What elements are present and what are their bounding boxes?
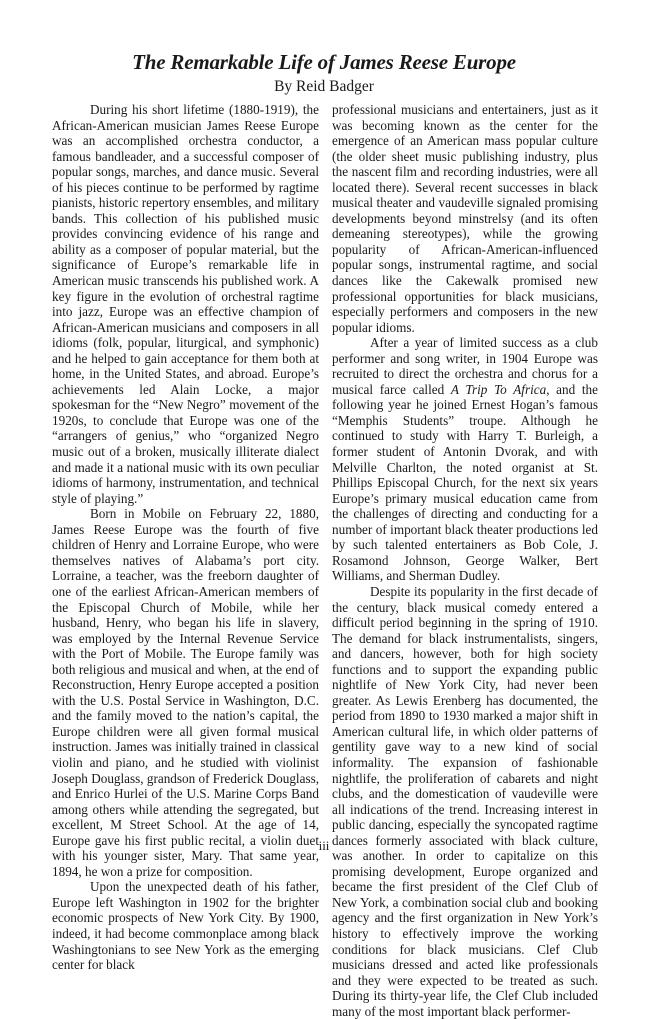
- text-span: After a year of limited success as a club performer and song writer, in 1904 Europe was recruited to direct the orchestra and chorus for a musical farce called: [332, 335, 598, 397]
- page-number: iii: [318, 838, 330, 853]
- text-span: , and the following year he joined Ernest Hogan’s famous “Memphis Students” troupe. Although he continued to study with Harry T. Burleigh, a former student of Antonin Dvorak, and with Melville Charlton, the noted organist at St. Phillips Episcopal Church, for the next six years Europe’s primary musical education came from the challenges of directing and conducting for a number of important black theater productions led by such talented entertainers as Bob Cole, J. Rosamond Johnson, George Walker, Bert Williams, and Sherman Dudley.: [332, 381, 598, 584]
- paragraph-move-to-new-york: Upon the unexpected death of his father, Europe left Washington in 1902 for the brighter economic prospects of New York City. By 1900, indeed, it had become commonplace among black Washingtonians to see New York as the emerging center for black: [52, 879, 319, 973]
- paragraph-clef-club: Despite its popularity in the first decade of the century, black musical comedy entered a difficult period beginning in the spring of 1910. The demand for black instrumentalists, singers, and dancers, however, both for high society functions and to support the expanding public nightlife of New York City, had never been greater. As Lewis Erenberg has documented, the period from 1890 to 1930 marked a major shift in American cultural life, in which older patterns of gentility gave way to a new kind of social informality. The expansion of fashionable nightlife, the proliferation of cabarets and night clubs, and the domestication of vaudeville were all indications of the trend. Increasing interest in public dancing, especially the syncopated ragtime dances formerly associated with black culture, was another. In order to capitalize on this promising development, Europe organized and became the first president of the Clef Club of New York, a combination social club and booking agency and the first organization in New York’s history to effectively improve the working conditions for black musicians. Clef Club musicians dressed and acted like professionals and they were expected to be treated as such. During its thirty-year life, the Clef Club included many of the most important black performer-: [332, 583, 598, 1019]
- paragraph-intro: During his short lifetime (1880-1919), the African-American musician James Reese Europe was an accomplished orchestra conductor, a famous bandleader, and a successful composer of popular songs, marches, and dance music. Several of his pieces continue to be performed by ragtime pianists, historic repertory ensembles, and military bands. This collection of his published music provides convincing evidence of his range and ability as a composer of popular material, but the significance of Europe’s remarkable life in American music transcends his published work. A key figure in the evolution of orchestral ragtime into jazz, Europe was an effective champion of African-American musicians and composers in all idioms (folk, popular, liturgical, and symphonic) and he helped to gain acceptance for them both at home, in the United States, and abroad. Europe’s achievements led Alain Locke, a major spokesman for the “New Negro” movement of the 1920s, to conclude that Europe was one of the “arrangers of genius,” who “organized Negro music out of a broken, musically illiterate dialect and made it a national music with its own peculiar idioms of harmony, instrumentation, and technical style of playing.”: [52, 102, 319, 506]
- article-title: The Remarkable Life of James Reese Europe: [132, 50, 516, 74]
- author-byline: By Reid Badger: [274, 78, 374, 95]
- right-column: [332, 102, 598, 1019]
- paragraph-continued: professional musicians and entertainers, just as it was becoming known as the center for the emergence of an American mass popular culture (the older sheet music publishing industry, plus the nascent film and recording industries, were all located there). Several recent successes in black musical theater and vaudeville signaled promising developments beyond minstrelsy (and its often demeaning stereotypes), while the growing popularity of African-American-influenced popular songs, instrumental ragtime, and social dances like the Cakewalk promised new professional opportunities for black musicians, especially performers and composers in the new popular idioms.: [332, 102, 598, 335]
- paragraph-early-life: Born in Mobile on February 22, 1880, James Reese Europe was the fourth of five children of Henry and Lorraine Europe, who were themselves natives of Alabama’s port city. Lorraine, a teacher, was the freeborn daughter of one of the earliest African-American members of the Episcopal Church of Mobile, while her husband, Henry, who began his life in slavery, was employed by the Internal Revenue Service with the Port of Mobile. The Europe family was both religious and musical and when, at the end of Reconstruction, Henry Europe accepted a position with the U.S. Postal Service in Washington, D.C. and the family moved to the nation’s capital, the Europe children were all given formal musical instruction. James was initially trained in classical violin and piano, and he studied with violinist Joseph Douglass, grandson of Frederick Douglass, and Enrico Hurlei of the U.S. Marine Corps Band among others while attending the segregated, but excellent, M Street School. At the age of 14, Europe gave his first public recital, a violin duet with his younger sister, Mary. That same year, 1894, he won a prize for composition.: [52, 506, 320, 879]
- paragraph-theater-career: [332, 335, 598, 584]
- show-title-italic: A Trip To Africa: [450, 381, 547, 397]
